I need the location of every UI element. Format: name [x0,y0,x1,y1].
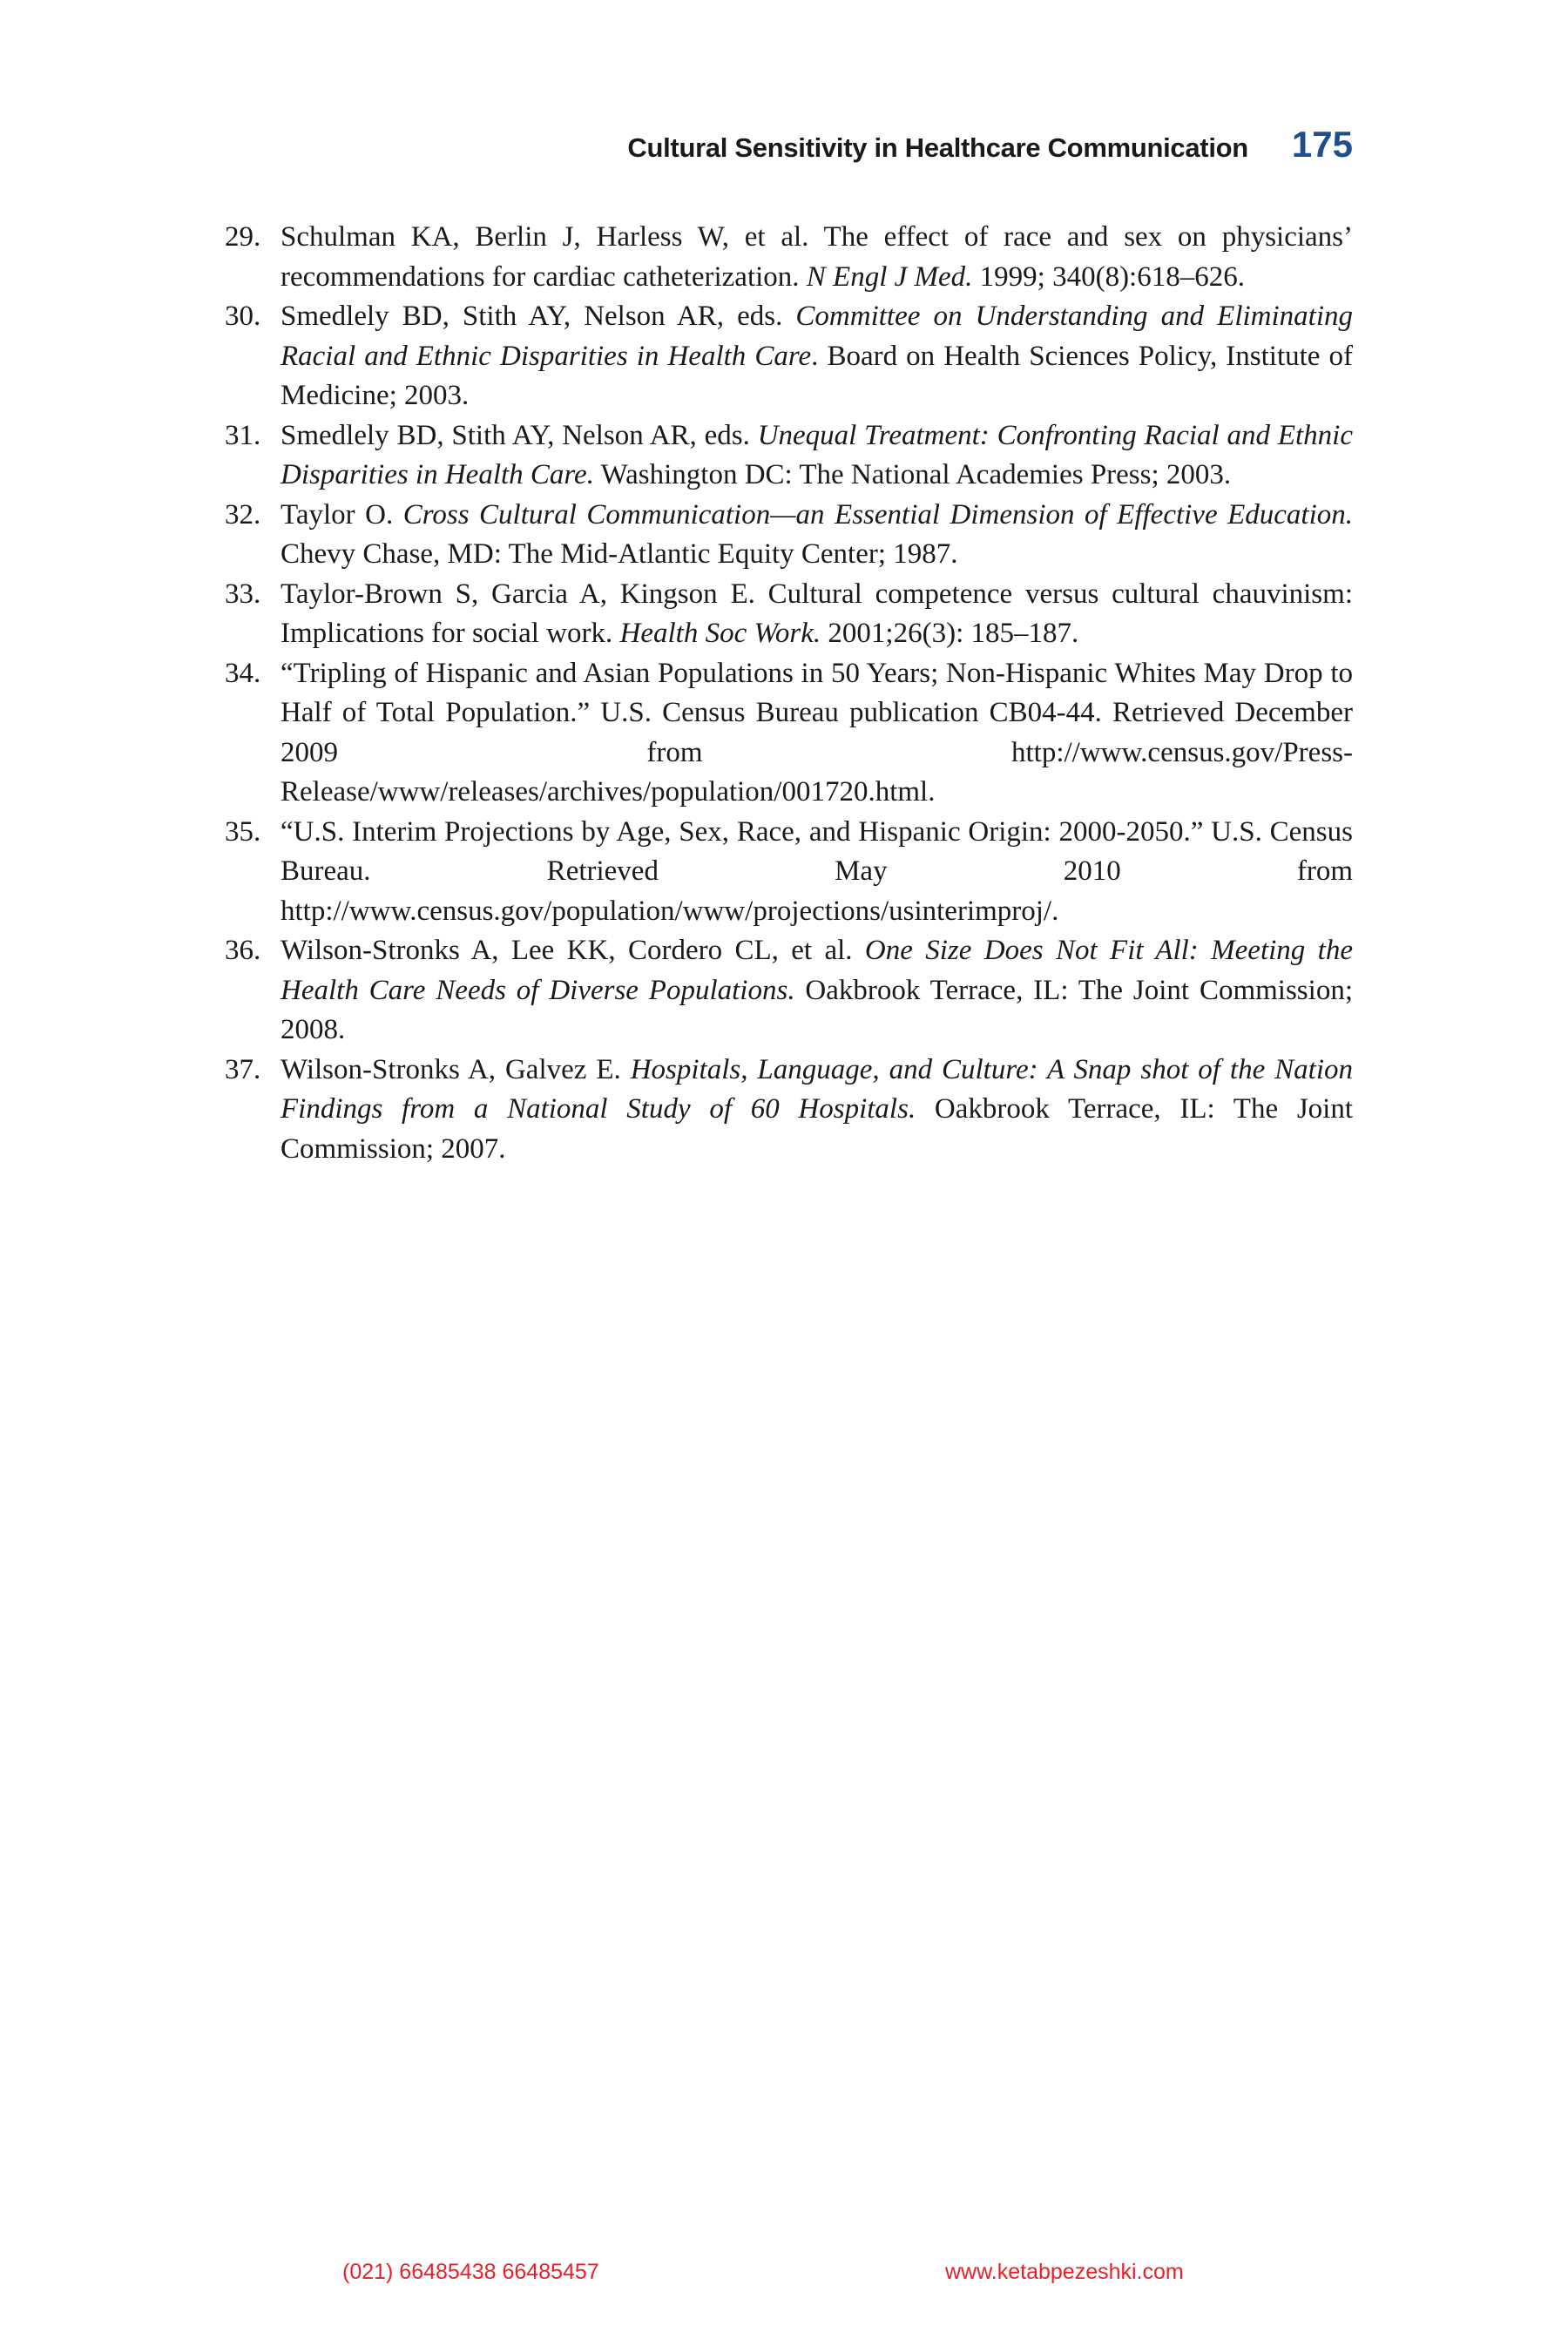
reference-text [280,420,1353,491]
reference-item [225,931,1353,1051]
footer-phone: (021) 66485438 66485457 [342,2260,599,2284]
reference-title-italic: Committee on Understanding and Eliminating Racial and Ethnic Disparities in Health Care [280,301,1353,372]
reference-text-segment: Taylor-Brown S, Garcia A, Kingson E. Cultural competence versus cultural chauvinism: Implications for social work. [280,578,1353,649]
reference-list [225,218,1353,1169]
reference-text-segment: . Board on Health Sciences Policy, Institute of Medicine; 2003. [280,340,1353,411]
reference-text [280,658,1353,808]
reference-number: 31. [225,419,261,451]
footer-website: www.ketabpezeshki.com [945,2260,1184,2284]
reference-number: 30. [225,301,261,332]
reference-title-italic: Unequal Treatment: Confronting Racial and Ethnic Disparities in Health Care. [280,419,1353,490]
reference-text-segment: Smedlely BD, Stith AY, Nelson AR, eds. [280,301,796,332]
reference-text-segment: Oakbrook Terrace, IL: The Joint Commission; 2007. [280,1093,1353,1165]
reference-text [280,816,1353,927]
reference-number: 32. [225,498,261,531]
reference-title-italic: N Engl J Med. [806,260,973,293]
reference-text-segment: Oakbrook Terrace, IL: The Joint Commission; 2008. [280,974,1353,1045]
reference-title-italic: Cross Cultural Communication—an Essential Dimension of Effective Education. [402,498,1353,531]
reference-text-segment: “Tripling of Hispanic and Asian Populations in 50 Years; Non-Hispanic Whites May Drop to Half of Total Population.” U.S. Census Bureau publication CB04-44. Retrieved December 2009 from http://www.census.gov/Press-Release/www/releases/archives/population/001720.html. [280,657,1353,808]
reference-number: 33. [225,578,261,610]
reference-number: 35. [225,815,261,848]
reference-number: 34. [225,657,261,689]
reference-text-segment: Taylor O. [280,498,403,531]
reference-title-italic: One Size Does Not Fit All: Meeting the Health Care Needs of Diverse Populations. [280,935,1353,1006]
reference-item [225,575,1353,654]
reference-text-segment: Wilson-Stronks A, Galvez E. [280,1053,631,1085]
reference-item [225,297,1353,416]
reference-item [225,1051,1353,1170]
reference-item [225,813,1353,932]
reference-text-segment: Washington DC: The National Academies Press; 2003. [593,459,1232,490]
reference-text-segment: Chevy Chase, MD: The Mid-Atlantic Equity Center; 1987. [280,538,958,570]
reference-text [280,935,1353,1045]
reference-title-italic: Hospitals, Language, and Culture: A Snap shot of the Nation Findings from a National Study of 60 Hospitals. [280,1053,1353,1125]
running-title: Cultural Sensitivity in Healthcare Communication [627,132,1248,163]
reference-text [280,499,1353,571]
reference-number: 37. [225,1053,261,1085]
reference-text [280,301,1353,411]
reference-title-italic: Health Soc Work. [619,618,821,649]
reference-item [225,416,1353,496]
reference-text-segment: Schulman KA, Berlin J, Harless W, et al. The effect of race and sex on physicians’ recommendations for cardiac catheterization. [280,221,1353,293]
running-head [627,124,1353,166]
reference-text [280,221,1353,293]
reference-text-segment: Smedlely BD, Stith AY, Nelson AR, eds. [280,419,758,451]
reference-item [225,496,1353,575]
reference-text [280,1054,1353,1165]
reference-item [225,218,1353,297]
reference-text-segment: 2001;26(3): 185–187. [821,618,1079,649]
reference-text-segment: “U.S. Interim Projections by Age, Sex, Race, and Hispanic Origin: 2000-2050.” U.S. Census Bureau. Retrieved May 2010 from http://www.census.gov/population/www/projections/usinterimproj/. [280,815,1353,927]
reference-number: 36. [225,935,261,966]
page-number: 175 [1291,124,1353,165]
reference-text-segment: 1999; 340(8):618–626. [972,260,1245,293]
reference-text [280,578,1353,650]
reference-text-segment: Wilson-Stronks A, Lee KK, Cordero CL, et al. [280,935,865,966]
reference-number: 29. [225,221,261,253]
reference-item [225,654,1353,813]
